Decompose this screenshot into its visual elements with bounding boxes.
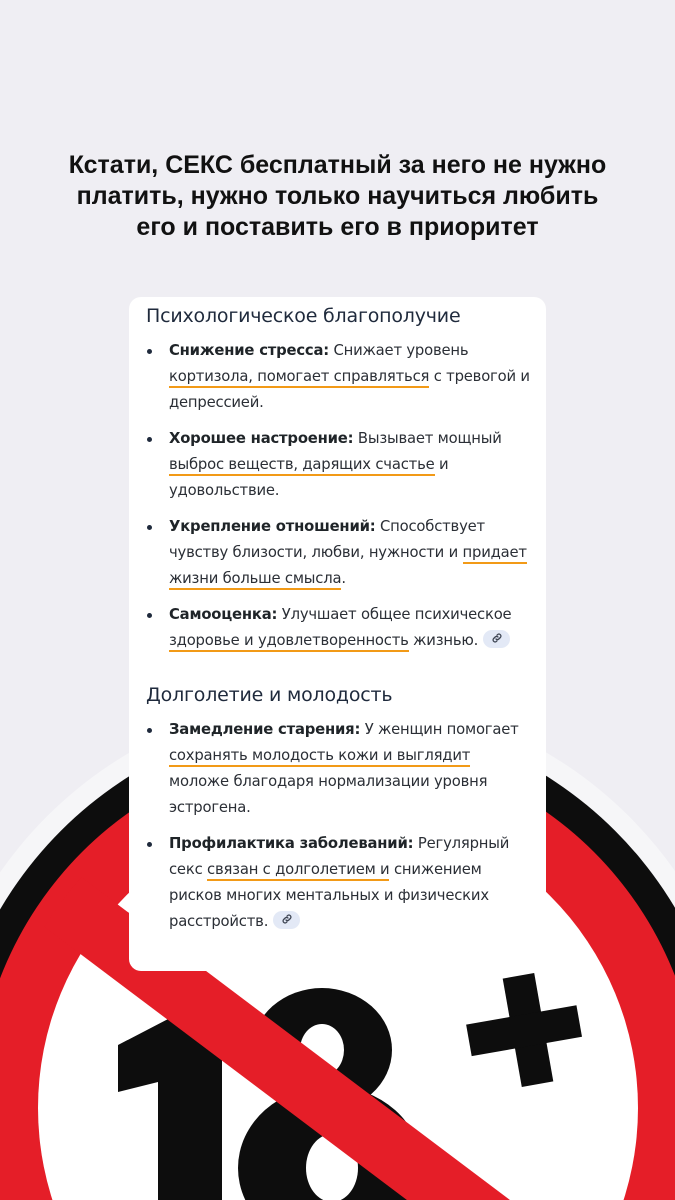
benefits-card [129,297,546,971]
item-text: моложе благодаря нормализации уровня эстрогена. [169,773,488,816]
item-text: Улучшает общее психическое [277,606,512,623]
item-highlight: здоровье и удовлетворенность [169,632,409,652]
item-highlight: придает жизни больше смысла [169,544,527,590]
item-highlight: связан с долголетием и [207,861,389,881]
item-text: снижением рисков многих ментальных и физических расстройств. [169,861,489,930]
headline [40,150,635,243]
item-text: Вызывает мощный [353,430,502,447]
item-text: с тревогой и депрессией. [169,368,530,411]
section-title-psychology: Психологическое благополучие [146,305,461,327]
item-term: Замедление старения: [169,721,361,738]
item-text: Снижает уровень [329,342,469,359]
list-item-mood [146,426,532,504]
headline-line-2: платить, нужно только научиться любить [76,182,599,210]
item-highlight: сохранять молодость кожи и выглядит [169,747,470,767]
item-highlight: кортизола, помогает справляться [169,368,429,388]
item-term: Хорошее настроение: [169,430,354,447]
item-text: У женщин помогает [360,721,519,738]
item-text: . [341,570,346,587]
item-text: Регулярный секс [169,835,510,878]
item-text: жизнью. [408,632,479,649]
list-item-stress [146,338,532,416]
list-item-relationships [146,514,532,592]
list-item-prevention [146,831,532,935]
link-icon[interactable] [483,630,510,648]
item-term: Снижение стресса: [169,342,330,359]
longevity-list [146,717,532,935]
item-text: и удовольствие. [169,456,449,499]
item-highlight: выброс веществ, дарящих счастье [169,456,435,476]
headline-line-3: его и поставить его в приоритет [136,213,539,241]
item-term: Укрепление отношений: [169,518,376,535]
item-text: Способствует чувству близости, любви, нужности и [169,518,485,561]
link-icon[interactable] [273,911,300,929]
section-title-longevity: Долголетие и молодость [146,684,393,706]
psychology-list [146,338,532,654]
item-term: Самооценка: [169,606,278,623]
item-term: Профилактика заболеваний: [169,835,414,852]
headline-line-1: Кстати, СЕКС бесплатный за него не нужно [68,151,607,179]
list-item-aging [146,717,532,821]
list-item-self-esteem [146,602,532,654]
